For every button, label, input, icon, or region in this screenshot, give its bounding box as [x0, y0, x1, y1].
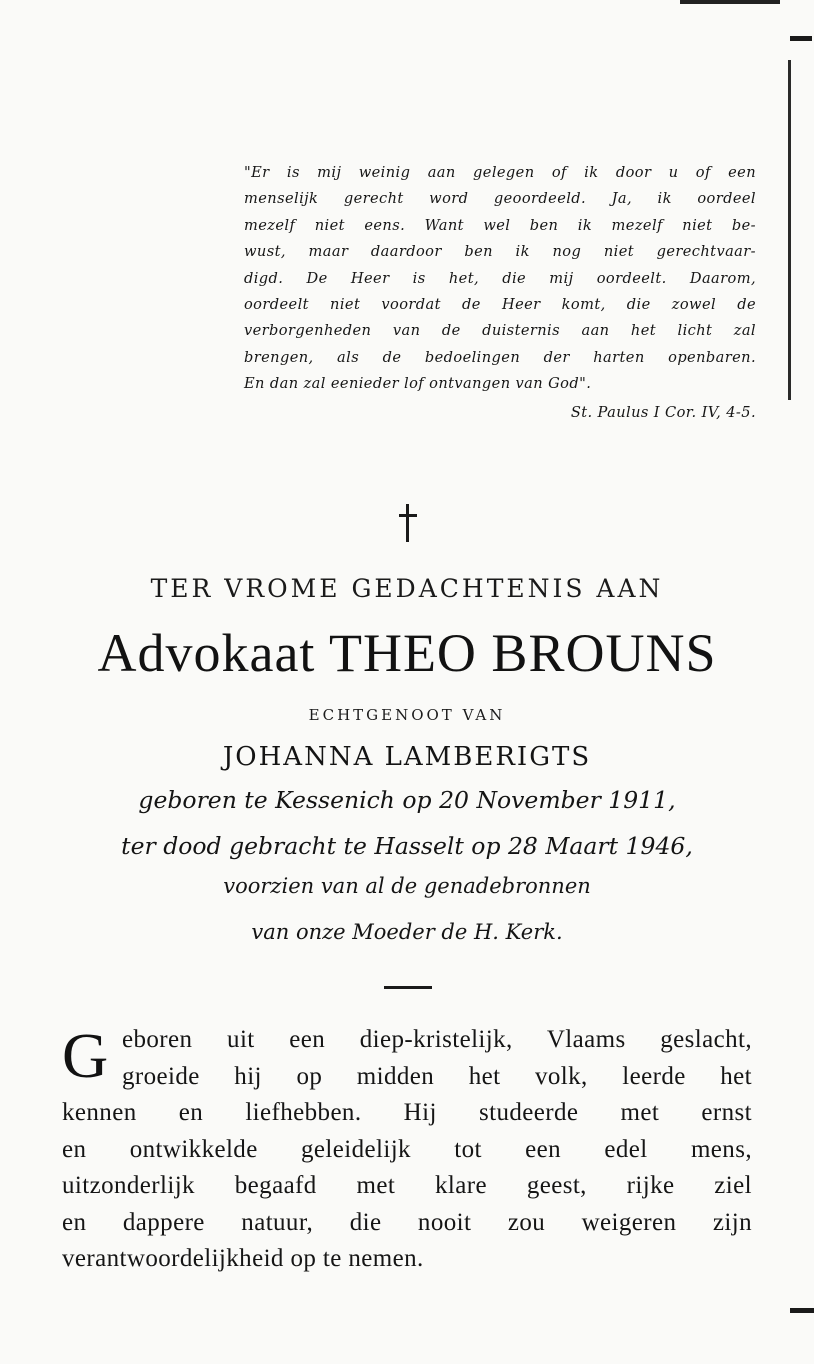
quote-line: oordeelt niet voordat de Heer komt, die zowel de: [244, 296, 756, 314]
scan-edge-mark-top: [790, 36, 812, 41]
quote-line: digd. De Heer is het, die mij oordeelt. Daarom,: [244, 269, 756, 287]
memorial-heading: TER VROME GEDACHTENIS AAN: [150, 574, 664, 603]
spouse-name: JOHANNA LAMBERIGTS: [222, 742, 592, 772]
quote-line: wust, maar daardoor ben ik nog niet gerechtvaar-: [244, 243, 756, 261]
biography-dropcap: G: [62, 1020, 109, 1091]
biography-line: verantwoordelijkheid op te nemen.: [62, 1245, 424, 1272]
sacraments-line: voorzien van al de genadebronnen: [223, 874, 591, 898]
deceased-name: Advokaat THEO BROUNS: [97, 623, 717, 683]
cross-vertical-bar: [406, 504, 409, 542]
quote-line: En dan zal eenieder lof ontvangen van God".: [244, 375, 592, 393]
biography-line: eboren uit een diep-kristelijk, Vlaams geslacht,: [122, 1026, 752, 1053]
biography-line: uitzonderlijk begaafd met klare geest, rijke ziel: [62, 1172, 752, 1199]
latin-cross-icon: [399, 504, 417, 544]
quote-line: verborgenheden van de duisternis aan het licht zal: [244, 322, 756, 340]
death-line: ter dood gebracht te Hasselt op 28 Maart 1946,: [121, 832, 693, 860]
scan-edge-top: [680, 0, 780, 4]
biography-line: groeide hij op midden het volk, leerde het: [122, 1062, 752, 1090]
birth-line: geboren te Kessenich op 20 November 1911,: [138, 786, 676, 814]
biography: [62, 1022, 752, 1278]
quote-line: mezelf niet eens. Want wel ben ik mezelf niet be-: [244, 216, 756, 234]
quote-source: St. Paulus I Cor. IV, 4-5.: [570, 403, 756, 421]
church-line: van onze Moeder de H. Kerk.: [251, 920, 563, 944]
quote-line: "Er is mij weinig aan gelegen of ik door u of een: [244, 164, 756, 181]
biography-line: kennen en liefhebben. Hij studeerde met ernst: [62, 1099, 752, 1126]
biography-line: en ontwikkelde geleidelijk tot een edel mens,: [62, 1135, 752, 1163]
biography-line: en dappere natuur, die nooit zou weigeren zijn: [62, 1208, 752, 1236]
spouse-label: ECHTGENOOT VAN: [308, 706, 506, 724]
cross-horizontal-bar: [399, 514, 417, 517]
scan-edge-mark-bottom: [790, 1308, 814, 1313]
quote-line: brengen, als de bedoelingen der harten openbaren.: [244, 348, 756, 366]
scripture-quote: [244, 160, 756, 426]
scan-edge-right-line: [788, 60, 791, 400]
quote-line: menselijk gerecht word geoordeeld. Ja, ik oordeel: [244, 190, 756, 208]
section-divider: [384, 986, 432, 989]
